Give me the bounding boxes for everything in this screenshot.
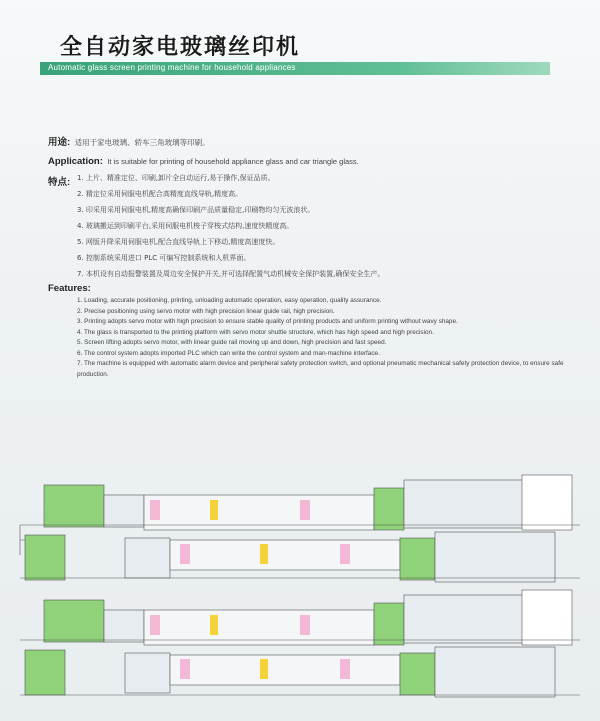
features-en-label: Features:	[48, 283, 91, 294]
features-cn-label-wrap	[48, 172, 70, 190]
application-text: It is suitable for printing of household appliance glass and car triangle glass.	[107, 157, 359, 166]
page-title: 全自动家电玻璃丝印机	[60, 35, 301, 60]
list-item: 4. The glass is transported to the printing platform with servo motor shuttle structure, which has high speed and high precision.	[77, 328, 434, 336]
list-item: 4. 玻璃搬运到印刷平台,采用伺服电机梭子穿梭式结构,速度快精度高。	[77, 222, 294, 230]
list-item: 2. Precise positioning using servo motor with high precision linear guide rail, high precision.	[77, 307, 335, 315]
list-item: 5. Screen lifting adopts servo motor, with linear guide rail moving up and down, high precision and fast speed.	[77, 339, 387, 346]
list-item: 3. Printing adopts servo motor with high precision to ensure stable quality of printing products and uniform printing without wavy shape.	[77, 318, 458, 325]
list-item: 7. 本机设有自动报警装置及周边安全保护开关,并可选择配置气动机械安全保护装置,确保安全生产。	[77, 270, 385, 278]
usage-label: 用途:	[48, 137, 71, 148]
features-cn-label: 特点:	[48, 177, 71, 188]
list-item: 3. 印采用采用伺服电机,精度高确保印刷产品质量稳定,印刷物均匀无波浪状。	[77, 206, 315, 214]
application-section	[48, 151, 359, 169]
list-item: 6. The control system adopts imported PLC which can write the control system and man-machine interface.	[77, 349, 380, 357]
list-item: 1. 上片、精准定位、印刷,卸片全自动运行,易于操作,保证品质。	[77, 174, 275, 182]
list-item: 5. 网版升降采用伺服电机,配合直线导轨上下移动,精度高速度快。	[77, 238, 280, 246]
list-item: 6. 控制系统采用进口 PLC 可编写控制系统和人机界面。	[77, 254, 251, 262]
usage-text: 适用于家电玻璃、轿车三角玻璃等印刷。	[74, 138, 210, 147]
list-item: 2. 精定位采用伺服电机配合高精度直线导轨,精度高。	[77, 190, 243, 198]
usage-section	[48, 132, 210, 150]
list-item: 1. Loading, accurate positioning, printing, unloading automatic operation, easy operation, quality assurance.	[77, 297, 382, 304]
page-subtitle: Automatic glass screen printing machine for household appliances	[48, 63, 296, 72]
list-item: 7. The machine is equipped with automatic alarm device and peripheral safety protection switch, and optional pneumatic mechanical safety protection device, to ensure safe production.	[77, 360, 564, 378]
features-en-list	[77, 296, 577, 380]
application-label: Application:	[48, 156, 103, 167]
features-cn-list	[77, 170, 384, 282]
production-line-drawing	[0, 460, 600, 721]
